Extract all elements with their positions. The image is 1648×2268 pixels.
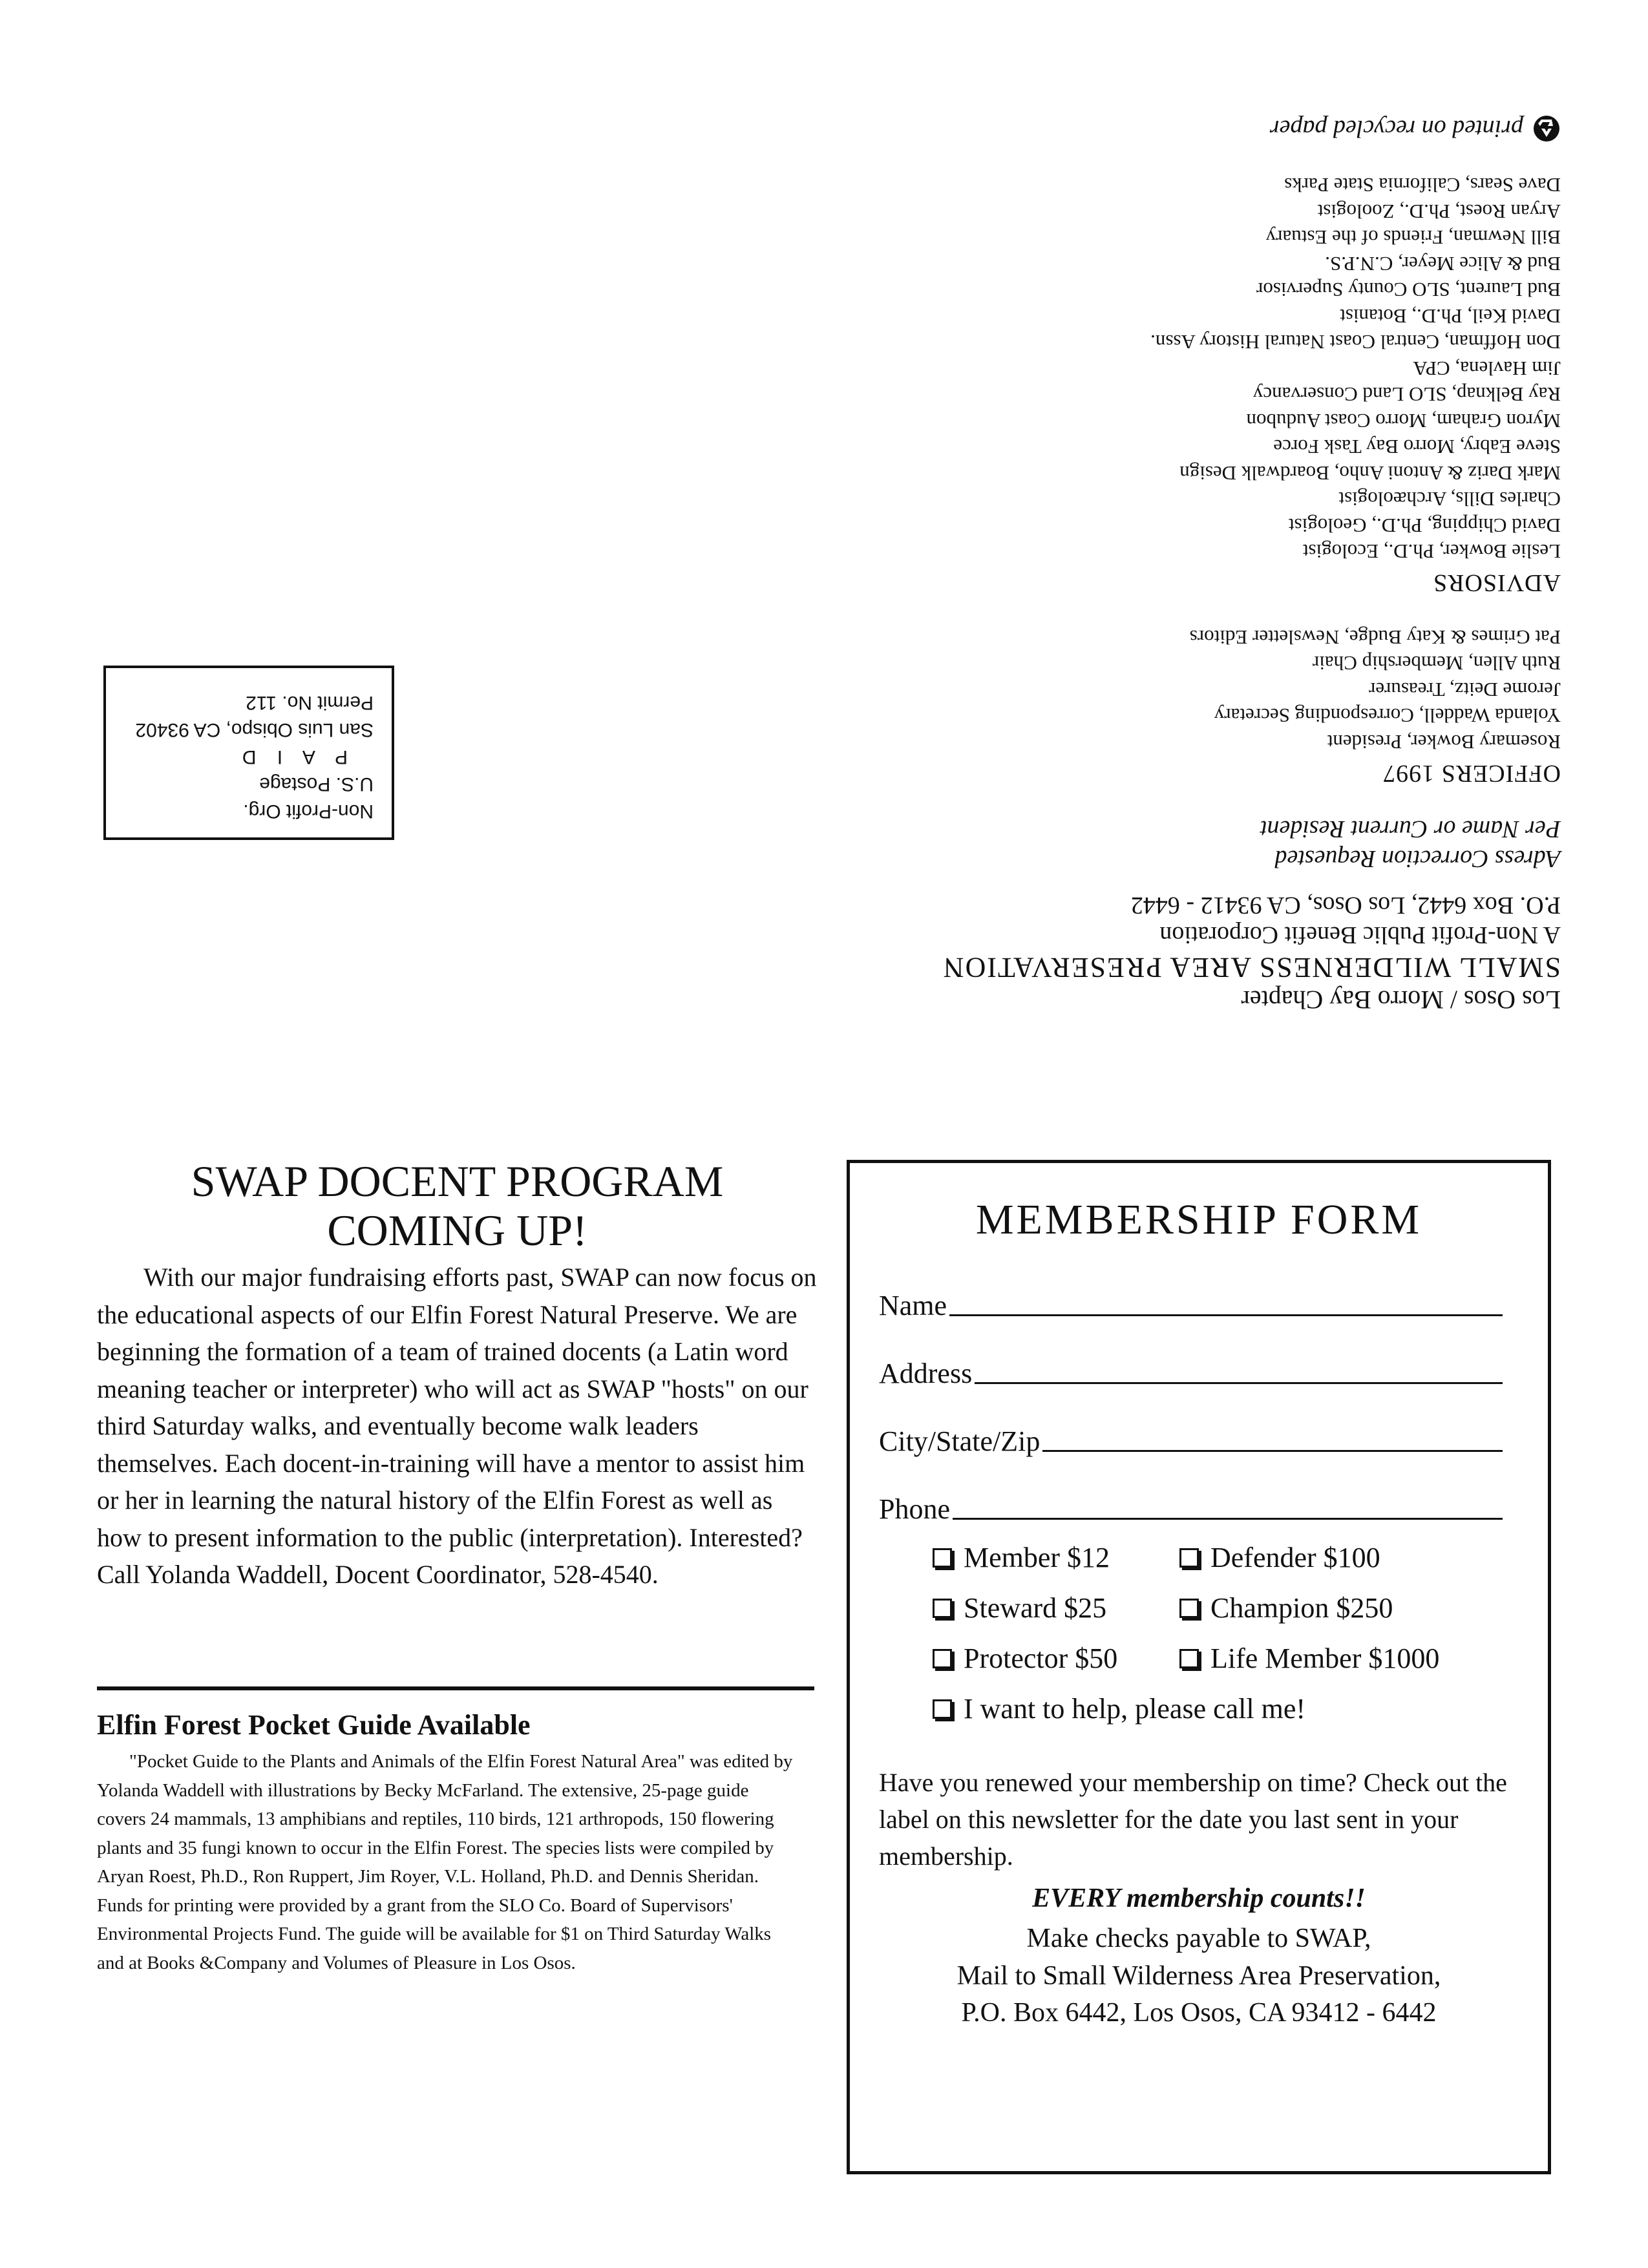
address-line[interactable] xyxy=(975,1382,1503,1384)
checkbox-icon[interactable] xyxy=(933,1649,952,1668)
recycle-icon xyxy=(1532,114,1561,143)
officers-list xyxy=(721,624,1561,755)
docent-title-line2: COMING UP! xyxy=(327,1206,587,1255)
mailer-panel xyxy=(0,0,1648,1073)
phone-field[interactable] xyxy=(879,1493,1503,1526)
address-field[interactable] xyxy=(879,1357,1503,1391)
officer-item: Yolanda Waddell, Corresponding Secretary xyxy=(1214,704,1561,728)
option-champion-label: Champion $250 xyxy=(1210,1592,1393,1624)
mail-address-line: P.O. Box 6442, Los Osos, CA 93412 - 6442 xyxy=(961,1998,1437,2028)
officer-item: Rosemary Bowker, President xyxy=(1327,731,1561,753)
option-help[interactable] xyxy=(933,1692,1305,1726)
advisor-item: Charles Dills, Archæologist xyxy=(1338,488,1561,511)
checkbox-icon[interactable] xyxy=(933,1699,952,1719)
return-address-block xyxy=(721,114,1561,1014)
option-protector-label: Protector $50 xyxy=(964,1643,1118,1674)
advisor-item: Bill Newman, Friends of the Estuary xyxy=(1265,226,1561,249)
advisor-item: Don Hoffman, Central Coast Natural History Assn. xyxy=(1150,331,1561,354)
option-defender-label: Defender $100 xyxy=(1210,1542,1380,1573)
postage-line2: U.S. Postage xyxy=(259,773,374,795)
pocket-guide-article xyxy=(97,1706,795,1977)
docent-article xyxy=(97,1157,818,1593)
option-help-label: I want to help, please call me! xyxy=(964,1693,1306,1725)
advisor-item: Bud Laurent, SLO County Supervisor xyxy=(1256,278,1561,302)
phone-line[interactable] xyxy=(953,1518,1503,1520)
officer-item: Pat Grimes & Katy Budge, Newsletter Editors xyxy=(1189,626,1561,649)
mail-line: Mail to Small Wilderness Area Preservation, xyxy=(956,1960,1441,1991)
advisor-item: David Chipping, Ph.D., Geologist xyxy=(1288,514,1561,537)
address-label: Address xyxy=(879,1358,973,1389)
renew-text: Have you renewed your membership on time? Check out the label on this newsletter for the date you last sent in your membership. xyxy=(879,1768,1507,1871)
phone-label: Phone xyxy=(879,1493,950,1525)
checkbox-icon[interactable] xyxy=(933,1548,952,1568)
option-champion[interactable] xyxy=(1179,1591,1393,1625)
option-life-member[interactable] xyxy=(1179,1642,1439,1675)
advisors-heading: ADVISORS xyxy=(1432,569,1561,597)
docent-title xyxy=(97,1157,818,1255)
checkbox-icon[interactable] xyxy=(1179,1649,1199,1668)
city-state-zip-field[interactable] xyxy=(879,1425,1503,1458)
name-line[interactable] xyxy=(949,1314,1503,1316)
city-state-zip-label: City/State/Zip xyxy=(879,1425,1041,1457)
advisor-item: Myron Graham, Morro Coast Audubon xyxy=(1246,410,1561,432)
postage-indicia xyxy=(103,666,394,840)
docent-body: With our major fundraising efforts past, SWAP can now focus on the educational aspects of our Elfin Forest Natural Preserve. We are beginning the formation of a team of trained docents (a Latin word meaning teacher or interpreter) who will act as SWAP "hosts" on our third Saturday walks, and eventually become walk leaders themselves. Each docent-in-training will have a mentor to assist him or her in learning the natural history of the Elfin Forest as well as how to present information to the public (interpretation). Interested? Call Yolanda Waddell, Docent Coordinator, 528-4540. xyxy=(97,1263,817,1589)
name-field[interactable] xyxy=(879,1289,1503,1323)
recycled-text: printed on recycled paper xyxy=(1269,115,1523,142)
officer-item: Jerome Deitz, Treasurer xyxy=(1369,678,1561,701)
every-membership-counts: EVERY membership counts!! xyxy=(1032,1884,1366,1913)
option-life-member-label: Life Member $1000 xyxy=(1210,1643,1440,1674)
address-correction-line2: Per Name or Current Resident xyxy=(1260,815,1561,843)
advisor-item: Ray Belknap, SLO Land Conservancy xyxy=(1252,383,1561,406)
option-steward[interactable] xyxy=(933,1591,1106,1625)
section-divider xyxy=(97,1686,814,1690)
advisor-item: Mark Dariz & Antoni Anho, Boardwalk Design xyxy=(1179,462,1561,485)
officer-item: Ruth Allen, Membership Chair xyxy=(1312,652,1561,675)
advisor-item: Leslie Bowker, Ph.D., Ecologist xyxy=(1302,540,1561,563)
option-member-label: Member $12 xyxy=(964,1542,1110,1573)
org-name: SMALL WILDERNESS AREA PRESERVATION xyxy=(942,952,1561,983)
pocket-guide-title: Elfin Forest Pocket Guide Available xyxy=(97,1709,531,1741)
option-defender[interactable] xyxy=(1179,1541,1380,1575)
advisor-item: Aryan Roest, Ph.D., Zoologist xyxy=(1317,200,1561,223)
recycled-note xyxy=(721,114,1561,143)
postage-city: San Luis Obispo, CA 93402 xyxy=(135,719,374,740)
checkbox-icon[interactable] xyxy=(933,1599,952,1618)
checks-line: Make checks payable to SWAP, xyxy=(1026,1924,1371,1953)
postage-line1: Non-Profit Org. xyxy=(243,801,374,822)
org-type: A Non-Profit Public Benefit Corporation xyxy=(1159,921,1561,949)
checkbox-icon[interactable] xyxy=(1179,1599,1199,1618)
option-protector[interactable] xyxy=(933,1642,1117,1675)
address-correction-line1: Adress Correction Requested xyxy=(1274,845,1561,872)
postage-paid: P A I D xyxy=(234,746,348,768)
advisor-item: David Keil, Ph.D., Botanist xyxy=(1340,305,1561,328)
address-correction xyxy=(721,814,1561,874)
postage-permit: Permit No. 112 xyxy=(246,692,374,713)
name-label: Name xyxy=(879,1290,947,1321)
chapter-name: Los Osos / Morro Bay Chapter xyxy=(1241,985,1561,1014)
option-member[interactable] xyxy=(933,1541,1110,1575)
advisor-item: Steve Eabry, Morro Bay Task Force xyxy=(1273,436,1561,459)
officers-heading: OFFICERS 1997 xyxy=(1382,760,1561,787)
pocket-guide-body: "Pocket Guide to the Plants and Animals of the Elfin Forest Natural Area" was edited by Yolanda Waddell with illustrations by Becky McFarland. The extensive, 25-page guide covers 24 mammals, 13 amphibians and reptiles, 110 birds, 121 arthropods, 150 flowering plants and 35 fungi known to occur in the Elfin Forest. The species lists were compiled by Aryan Roest, Ph.D., Ron Ruppert, Jim Royer, V.L. Holland, Ph.D. and Dennis Sheridan. Funds for printing were provided by a grant from the SLO Co. Board of Supervisors' Environmental Projects Fund. The guide will be available for $1 on Third Saturday Walks and at Books &Company and Volumes of Pleasure in Los Osos. xyxy=(97,1751,793,1973)
po-box: P.O. Box 6442, Los Osos, CA 93412 - 6442 xyxy=(1130,892,1561,919)
advisors-list xyxy=(721,172,1561,565)
advisor-item: Bud & Alice Meyer, C.N.P.S. xyxy=(1325,253,1561,275)
option-steward-label: Steward $25 xyxy=(964,1592,1107,1624)
form-title: MEMBERSHIP FORM xyxy=(975,1196,1422,1243)
checkbox-icon[interactable] xyxy=(1179,1548,1199,1568)
docent-title-line1: SWAP DOCENT PROGRAM xyxy=(191,1157,724,1206)
advisor-item: Jim Havlena, CPA xyxy=(1413,357,1561,380)
advisor-item: Dave Sears, California State Parks xyxy=(1284,174,1561,197)
mailing-instructions xyxy=(850,1920,1548,2032)
city-state-zip-line[interactable] xyxy=(1042,1450,1503,1452)
membership-form xyxy=(847,1160,1551,2174)
